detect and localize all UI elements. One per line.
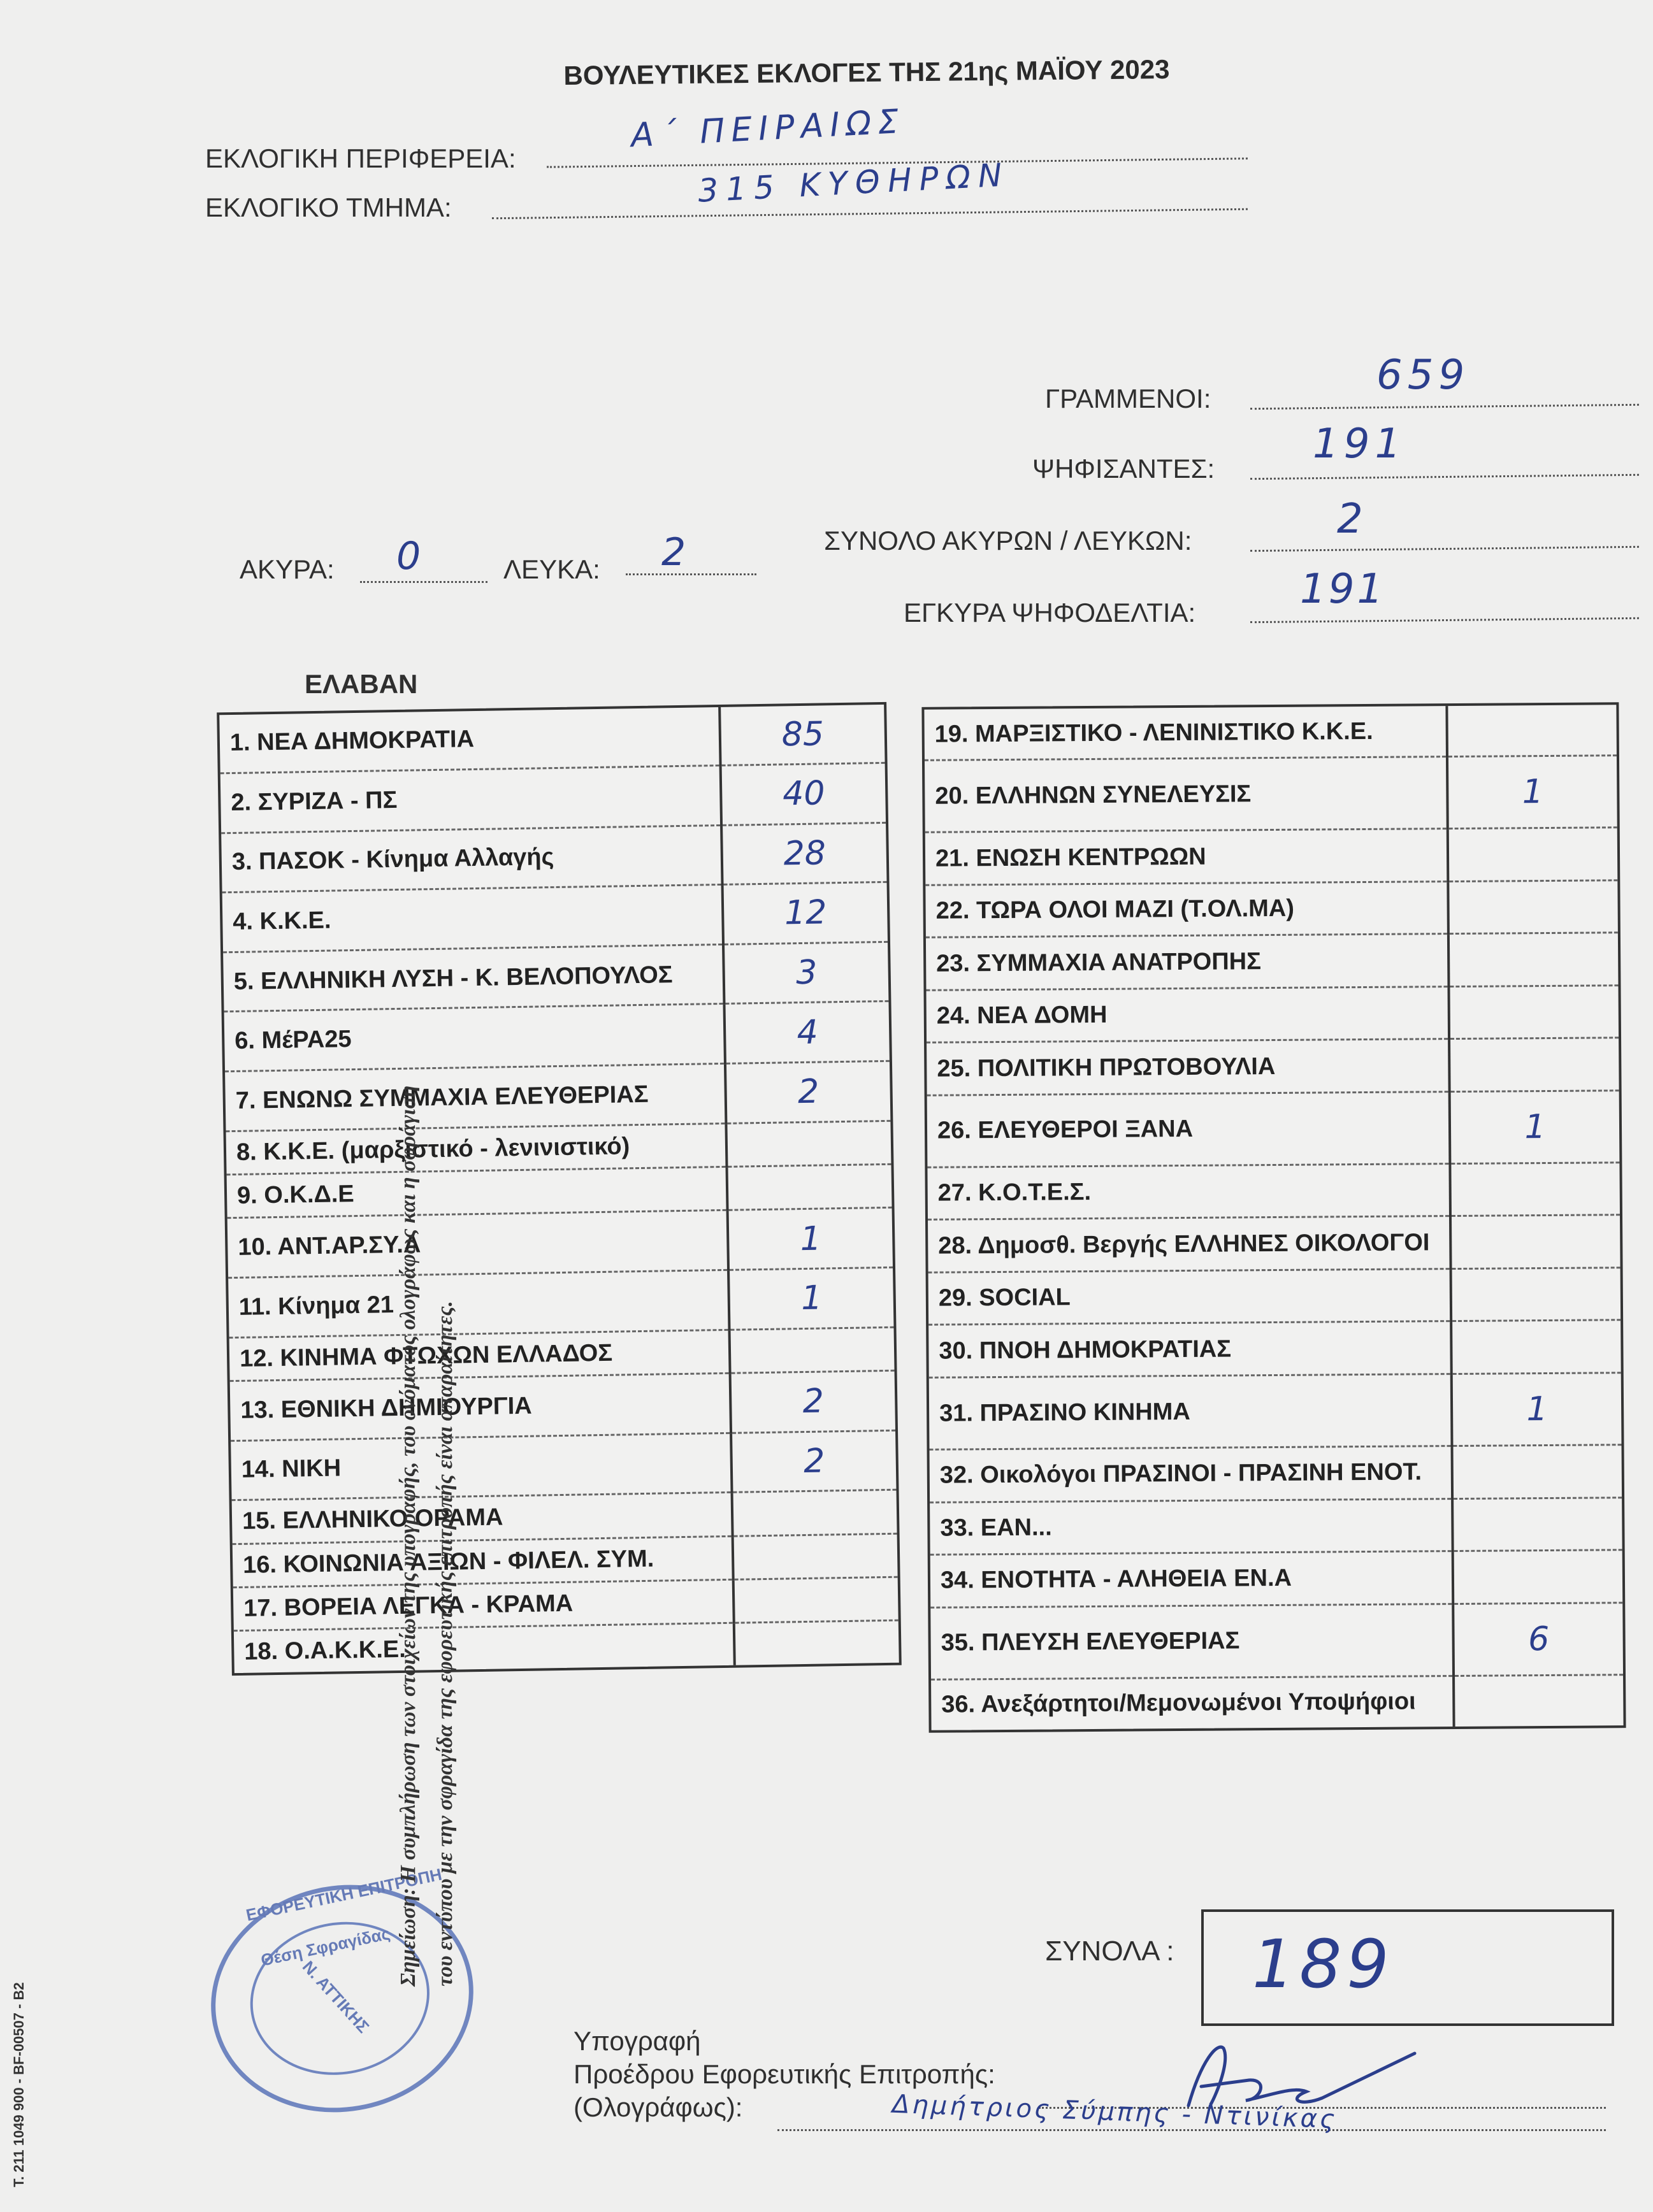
party-row	[924, 705, 1617, 760]
party-name: 29. SOCIAL	[928, 1269, 1452, 1325]
invalid-label: ΑΚΥΡΑ:	[240, 554, 335, 584]
totals-value[interactable]: 189	[1252, 1925, 1394, 2003]
party-votes[interactable]: 1	[1450, 1091, 1620, 1164]
side-note	[390, 891, 464, 1986]
totals-label: ΣΥΝΟΛΑ :	[1045, 1936, 1174, 1967]
party-name: 1. ΝΕΑ ΔΗΜΟΚΡΑΤΙΑ	[219, 707, 720, 773]
blank-value[interactable]: 2	[661, 530, 686, 575]
total-invalid-blank-line	[1250, 545, 1639, 552]
party-votes[interactable]: 6	[1453, 1602, 1623, 1676]
party-votes[interactable]: 1	[728, 1267, 893, 1330]
form-title: ΒΟΥΛΕΥΤΙΚΕΣ ΕΚΛΟΓΕΣ ΤΗΣ 21ης ΜΑΪΟΥ 2023	[563, 54, 1170, 90]
party-name: 14. ΝΙΚΗ	[231, 1433, 732, 1500]
party-votes[interactable]: 2	[731, 1430, 896, 1493]
party-name: 3. ΠΑΣΟΚ - Κίνημα Αλλαγής	[221, 825, 722, 893]
party-name: 36. Ανεξάρτητοι/Μεμονωμένοι Υποψήφιοι	[941, 1688, 1416, 1718]
region-value[interactable]: Α΄ ΠΕΙΡΑΙΩΣ	[630, 102, 906, 155]
signature-label: Υπογραφή	[574, 2026, 701, 2056]
party-votes[interactable]: 28	[721, 822, 886, 885]
section-label: ΕΚΛΟΓΙΚΟ ΤΜΗΜΑ:	[205, 192, 452, 222]
party-row	[930, 1497, 1622, 1555]
party-row	[928, 1268, 1621, 1325]
ballot-table-left	[217, 702, 902, 1676]
party-votes[interactable]: 12	[723, 882, 888, 945]
party-votes[interactable]: 1	[1452, 1373, 1622, 1446]
party-row	[927, 1091, 1620, 1168]
party-row	[926, 933, 1619, 990]
total-invalid-blank-value[interactable]: 2	[1337, 496, 1363, 543]
party-name: 24. ΝΕΑ ΔΟΜΗ	[926, 986, 1449, 1042]
stamp-center-text: Ν. ΑΤΤΙΚΗΣ	[298, 1957, 373, 2037]
party-row	[926, 986, 1619, 1043]
ballot-table-right	[921, 702, 1626, 1733]
party-name: 13. ΕΘΝΙΚΗ ΔΗΜΙΟΥΡΓΙΑ	[230, 1373, 731, 1440]
stamp-outer-text: ΕΦΟΡΕΥΤΙΚΗ ΕΠΙΤΡΟΠΗ	[244, 1864, 444, 1925]
party-name: 15. ΕΛΛΗΝΙΚΟ ΟΡΑΜΑ	[232, 1493, 733, 1544]
party-name: 17. ΒΟΡΕΙΑ ΛΕΓΚΑ - ΚΡΑΜΑ	[233, 1579, 734, 1631]
party-name: 25. ΠΟΛΙΤΙΚΗ ΠΡΩΤΟΒΟΥΛΙΑ	[927, 1039, 1450, 1095]
invalid-line	[360, 580, 487, 583]
side-note-line-2: του εντύπου με την σφραγίδα της εφορευτικής επιτροπής είναι απαραίτητες.	[433, 1300, 457, 1986]
party-row	[227, 1208, 893, 1278]
party-row	[221, 822, 886, 893]
party-votes[interactable]	[1452, 1445, 1622, 1498]
party-name: 9. Ο.Κ.Δ.Ε	[227, 1167, 728, 1218]
valid-line	[1250, 616, 1639, 623]
voted-line	[1250, 473, 1639, 480]
party-row	[925, 880, 1618, 938]
party-row	[219, 705, 884, 773]
party-votes[interactable]	[1454, 1674, 1624, 1727]
party-votes[interactable]	[730, 1327, 895, 1373]
invalid-value[interactable]: 0	[396, 534, 421, 578]
party-votes[interactable]	[1450, 1215, 1621, 1268]
party-row	[223, 942, 888, 1012]
party-name: 31. ΠΡΑΣΙΝΟ ΚΙΝΗΜΑ	[929, 1374, 1452, 1450]
party-votes[interactable]: 40	[721, 763, 886, 825]
registered-line	[1250, 403, 1639, 410]
party-votes[interactable]: 2	[725, 1061, 890, 1123]
party-row	[927, 1038, 1619, 1095]
party-name: 8. Κ.Κ.Ε. (μαρξιστικό - λενινιστικό)	[226, 1123, 727, 1175]
voted-value[interactable]: 191	[1313, 420, 1406, 468]
party-name: 33. ΕΑΝ...	[930, 1498, 1453, 1555]
party-votes[interactable]	[733, 1533, 898, 1579]
party-row	[927, 1163, 1620, 1220]
party-name: 10. ΑΝΤ.ΑΡ.ΣΥ.Α	[227, 1210, 728, 1278]
party-row	[220, 763, 886, 833]
blank-line	[626, 572, 756, 575]
party-name: 12. ΚΙΝΗΜΑ ΦΤΩΧΩΝ ΕΛΛΑΔΟΣ	[229, 1330, 730, 1381]
party-row	[930, 1445, 1622, 1502]
party-votes[interactable]	[1452, 1497, 1622, 1551]
party-name: 35. ΠΛΕΥΣΗ ΕΛΕΥΘΕΡΙΑΣ	[930, 1604, 1454, 1679]
party-name: 26. ΕΛΕΥΘΕΡΟΙ ΞΑΝΑ	[927, 1091, 1450, 1167]
party-votes[interactable]	[1451, 1268, 1621, 1321]
party-votes[interactable]: 4	[724, 1002, 889, 1064]
signature-fullname-label: (Ολογράφως):	[574, 2092, 743, 2122]
registered-value[interactable]: 659	[1376, 352, 1470, 399]
party-votes[interactable]	[1450, 1163, 1620, 1216]
party-row	[931, 1674, 1624, 1730]
side-note-line-1: Σημείωση: Η συμπλήρωση των στοιχείων της υπογραφής, του ονόματος ολογράφως και η σφράγιση	[396, 1085, 420, 1986]
party-votes[interactable]	[1448, 933, 1619, 986]
party-name: 7. ΕΝΩΝΩ ΣΥΜΜΑΧΙΑ ΕΛΕΥΘΕΡΙΑΣ	[225, 1063, 726, 1131]
party-votes[interactable]	[1448, 828, 1618, 881]
party-votes[interactable]	[1451, 1320, 1621, 1374]
party-row	[224, 1002, 890, 1072]
party-row	[231, 1430, 896, 1500]
party-votes[interactable]	[1448, 986, 1619, 1039]
party-row	[930, 1550, 1623, 1607]
party-name: 21. ΕΝΩΣΗ ΚΕΝΤΡΩΩΝ	[925, 829, 1448, 885]
section-value[interactable]: 315 ΚΥΘΗΡΩΝ	[697, 156, 1011, 210]
party-votes[interactable]	[1449, 1038, 1619, 1091]
stamp-inner-text: Θέση Σφραγίδας	[259, 1923, 392, 1970]
party-votes[interactable]: 1	[1447, 756, 1617, 829]
party-name: 20. ΕΛΛΗΝΩΝ ΣΥΝΕΛΕΥΣΙΣ	[925, 757, 1448, 833]
signature-name[interactable]: Δημήτριος Σύμπης - Ντινίκας	[891, 2089, 1338, 2135]
party-votes[interactable]	[726, 1121, 891, 1167]
party-row	[929, 1373, 1622, 1450]
party-row	[925, 828, 1618, 885]
valid-label: ΕΓΚΥΡΑ ΨΗΦΟΔΕΛΤΙΑ:	[904, 598, 1196, 628]
party-name: 11. Κίνημα 21	[228, 1270, 729, 1337]
party-name: 28. Δημοσθ. Βεργής ΕΛΛΗΝΕΣ ΟΙΚΟΛΟΓΟΙ	[928, 1216, 1451, 1272]
party-name: 6. ΜέΡΑ25	[224, 1004, 725, 1072]
party-votes[interactable]	[733, 1577, 899, 1623]
party-votes[interactable]	[1447, 705, 1617, 757]
party-name: 32. Οικολόγοι ΠΡΑΣΙΝΟΙ - ΠΡΑΣΙΝΗ ΕΝΟΤ.	[930, 1446, 1453, 1502]
blank-label: ΛΕΥΚΑ:	[503, 554, 600, 584]
signature-president-label: Προέδρου Εφορευτικής Επιτροπής:	[574, 2059, 995, 2089]
party-row	[228, 1267, 893, 1337]
party-name: 2. ΣΥΡΙΖΑ - ΠΣ	[220, 765, 721, 833]
valid-value[interactable]: 191	[1300, 566, 1386, 613]
party-row	[930, 1602, 1623, 1679]
total-invalid-blank-label: ΣΥΝΟΛΟ ΑΚΥΡΩΝ / ΛΕΥΚΩΝ:	[824, 526, 1192, 556]
party-name: 18. Ο.Α.Κ.Κ.Ε.	[244, 1636, 407, 1665]
party-name: 30. ΠΝΟΗ ΔΗΜΟΚΡΑΤΙΑΣ	[928, 1321, 1452, 1377]
party-votes[interactable]	[734, 1621, 899, 1665]
party-row	[928, 1215, 1621, 1272]
party-votes[interactable]	[732, 1490, 897, 1535]
party-votes[interactable]: 85	[719, 705, 884, 765]
party-name: 19. ΜΑΡΞΙΣΤΙΚΟ - ΛΕΝΙΝΙΣΤΙΚΟ Κ.Κ.Ε.	[924, 706, 1447, 761]
party-name: 23. ΣΥΜΜΑΧΙΑ ΑΝΑΤΡΟΠΗΣ	[926, 934, 1449, 990]
party-name: 27. Κ.Ο.Τ.Ε.Σ.	[927, 1164, 1450, 1220]
party-row	[928, 1320, 1621, 1377]
form-code: Τ. 211 1049 900 - BF-00507 - B2	[11, 1982, 27, 2187]
party-votes[interactable]: 1	[728, 1208, 893, 1270]
registered-label: ΓΡΑΜΜΕΝΟΙ:	[1045, 384, 1211, 413]
party-votes[interactable]: 2	[730, 1370, 895, 1433]
party-row	[925, 756, 1617, 833]
party-votes[interactable]	[726, 1164, 891, 1210]
party-name: 34. ΕΝΟΤΗΤΑ - ΑΛΗΘΕΙΑ ΕΝ.Α	[930, 1551, 1454, 1607]
party-votes[interactable]	[1453, 1550, 1623, 1604]
received-heading: ΕΛΑΒΑΝ	[305, 669, 418, 699]
voted-label: ΨΗΦΙΣΑΝΤΕΣ:	[1032, 454, 1215, 484]
party-votes[interactable]: 3	[723, 942, 888, 1004]
party-name: 22. ΤΩΡΑ ΟΛΟΙ ΜΑΖΙ (Τ.ΟΛ.ΜΑ)	[925, 881, 1448, 937]
party-name: 16. ΚΟΙΝΩΝΙΑ ΑΞΙΩΝ - ΦΙΛΕΛ. ΣΥΜ.	[233, 1536, 733, 1588]
party-row	[222, 882, 888, 952]
party-name: 4. Κ.Κ.Ε.	[222, 885, 723, 952]
party-name: 5. ΕΛΛΗΝΙΚΗ ΛΥΣΗ - Κ. ΒΕΛΟΠΟΥΛΟΣ	[223, 944, 724, 1012]
region-label: ΕΚΛΟΓΙΚΗ ΠΕΡΙΦΕΡΕΙΑ:	[205, 143, 516, 173]
party-row	[225, 1061, 890, 1131]
section-line	[492, 207, 1248, 219]
party-votes[interactable]	[1448, 880, 1618, 934]
party-row	[230, 1370, 895, 1440]
